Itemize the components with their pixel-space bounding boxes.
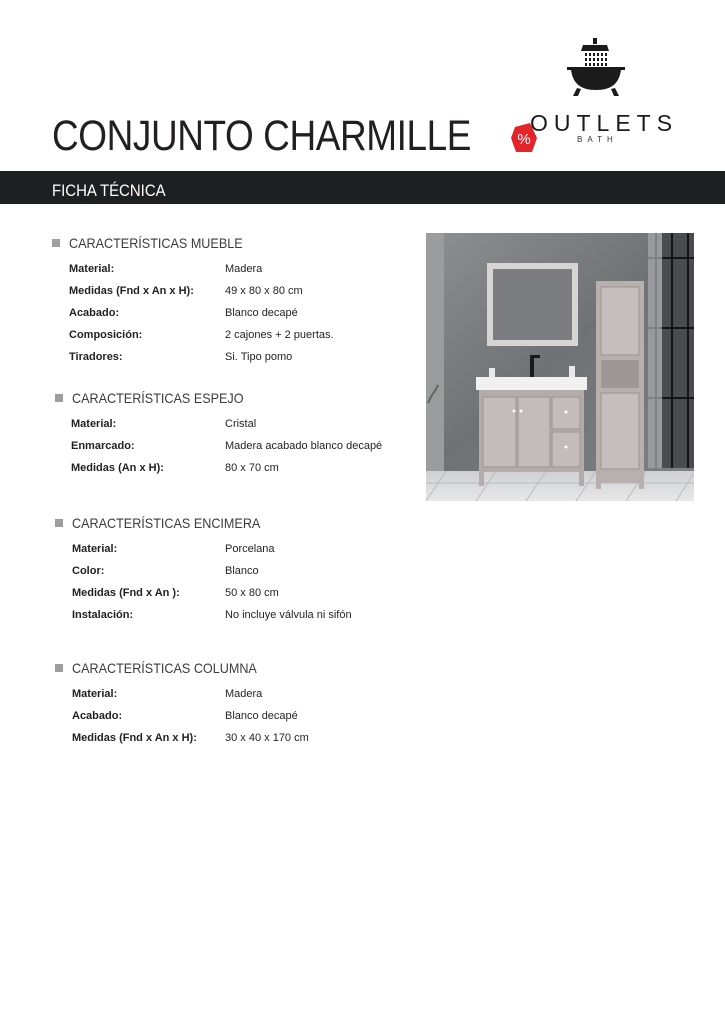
spec-row	[72, 609, 415, 631]
spec-value: Porcelana	[225, 543, 275, 555]
product-photo	[426, 233, 694, 501]
spec-label: Enmarcado:	[71, 440, 135, 452]
spec-label: Medidas (Fnd x An ):	[72, 587, 180, 599]
spec-value: Blanco	[225, 565, 259, 577]
spec-value: Blanco decapé	[225, 307, 298, 319]
section-mueble	[52, 234, 412, 373]
brand-subtitle: BATH	[577, 135, 618, 144]
section-title: CARACTERÍSTICAS MUEBLE	[69, 235, 243, 251]
spec-value: 2 cajones + 2 puertas.	[225, 329, 334, 341]
spec-value: Cristal	[225, 418, 257, 430]
spec-label: Medidas (Fnd x An x H):	[72, 732, 197, 744]
spec-row	[72, 565, 415, 587]
bullet-icon	[55, 664, 63, 672]
spec-label: Material:	[71, 418, 117, 430]
spec-row	[71, 440, 415, 462]
spec-row	[69, 263, 412, 285]
section-espejo	[55, 389, 415, 484]
spec-label: Material:	[69, 263, 115, 275]
spec-row	[69, 329, 412, 351]
section-encimera	[55, 514, 415, 631]
spec-label: Material:	[72, 543, 118, 555]
spec-row	[72, 710, 415, 732]
spec-row	[71, 418, 415, 440]
spec-value: Madera acabado blanco decapé	[225, 440, 383, 452]
section-title: CARACTERÍSTICAS COLUMNA	[72, 660, 257, 676]
spec-label: Tiradores:	[69, 351, 123, 363]
spec-label: Acabado:	[72, 710, 123, 722]
spec-value: Blanco decapé	[225, 710, 298, 722]
section-title: CARACTERÍSTICAS ENCIMERA	[72, 515, 261, 531]
spec-row	[69, 351, 412, 373]
spec-row	[71, 462, 415, 484]
spec-value: 50 x 80 cm	[225, 587, 279, 599]
bullet-icon	[55, 519, 63, 527]
spec-value: 30 x 40 x 170 cm	[225, 732, 309, 744]
spec-label: Medidas (Fnd x An x H):	[69, 285, 194, 297]
spec-label: Material:	[72, 688, 118, 700]
spec-value: Madera	[225, 688, 263, 700]
spec-label: Medidas (An x H):	[71, 462, 164, 474]
bullet-icon	[52, 239, 60, 247]
spec-row	[69, 307, 412, 329]
section-bar-label: FICHA TÉCNICA	[52, 181, 166, 200]
bullet-icon	[55, 394, 63, 402]
spec-value: 49 x 80 x 80 cm	[225, 285, 303, 297]
spec-row	[72, 587, 415, 609]
page-title: CONJUNTO CHARMILLE	[52, 112, 471, 160]
spec-value: No incluye válvula ni sifón	[225, 609, 352, 621]
spec-value: 80 x 70 cm	[225, 462, 279, 474]
spec-row	[72, 543, 415, 565]
spec-label: Color:	[72, 565, 105, 577]
spec-row	[72, 688, 415, 710]
spec-label: Instalación:	[72, 609, 134, 621]
svg-text:%: %	[517, 131, 531, 148]
section-columna	[55, 659, 415, 754]
spec-label: Acabado:	[69, 307, 120, 319]
spec-label: Composición:	[69, 329, 143, 341]
spec-value: Si. Tipo pomo	[225, 351, 293, 363]
spec-row	[69, 285, 412, 307]
spec-value: Madera	[225, 263, 263, 275]
brand-name: OUTLETS	[530, 110, 679, 136]
section-title: CARACTERÍSTICAS ESPEJO	[72, 390, 244, 406]
spec-row	[72, 732, 415, 754]
